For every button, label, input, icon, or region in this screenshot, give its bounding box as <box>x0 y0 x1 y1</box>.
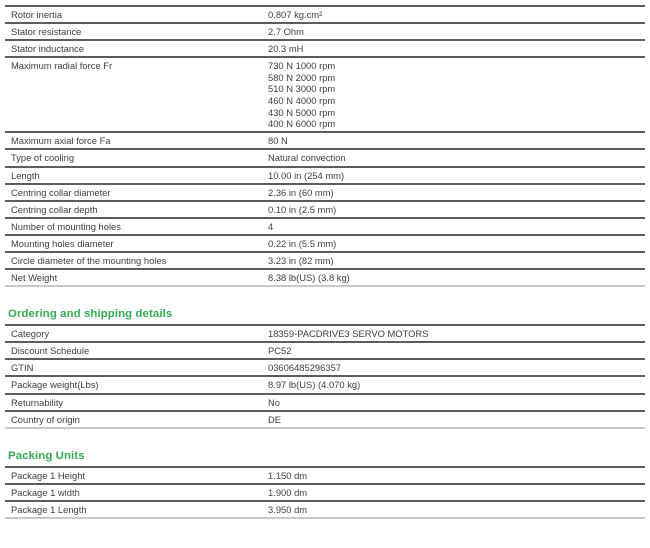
row-value <box>268 135 645 147</box>
row-label: Net Weight <box>11 272 58 284</box>
row-value-line: PC52 <box>268 345 292 357</box>
spec-table-ordering-and-shipping-details <box>5 324 645 429</box>
row-label: Stator inductance <box>11 43 84 55</box>
row-value-line: No <box>268 396 280 408</box>
table-row <box>5 466 645 483</box>
section-specifications <box>5 5 645 287</box>
row-value <box>268 9 645 21</box>
table-row <box>5 234 645 251</box>
table-row <box>5 183 645 200</box>
row-label: Maximum axial force Fa <box>11 135 111 147</box>
row-value-line: 18359-PACDRIVE3 SERVO MOTORS <box>268 328 429 340</box>
table-row <box>5 393 645 410</box>
row-value <box>268 152 645 164</box>
table-row <box>5 341 645 358</box>
row-value-line: 2.36 in (60 mm) <box>268 186 334 198</box>
table-row <box>5 358 645 375</box>
row-value-line: 2.7 Ohm <box>268 26 304 38</box>
section-title-packing-units: Packing Units <box>8 449 85 462</box>
table-row <box>5 39 645 56</box>
table-row <box>5 217 645 234</box>
row-value-line: 430 N 5000 rpm <box>268 106 336 118</box>
row-label: Maximum radial force Fr <box>11 60 113 72</box>
row-value <box>268 170 645 182</box>
row-label: Package 1 Height <box>11 469 86 481</box>
row-value-line: 8.97 lb(US) (4.070 kg) <box>268 379 361 391</box>
row-value-line: 03606485296357 <box>268 362 341 374</box>
row-label: Number of mounting holes <box>11 220 121 232</box>
section-packing-units <box>5 450 645 519</box>
row-value <box>268 414 645 426</box>
table-row <box>5 200 645 217</box>
row-label: Circle diameter of the mounting holes <box>11 255 167 266</box>
row-label: Mounting holes diameter <box>11 237 114 249</box>
table-row <box>5 410 645 427</box>
row-value-line: 0.807 kg.cm² <box>268 9 323 20</box>
row-value <box>268 272 645 284</box>
row-value <box>268 43 645 55</box>
row-label: Length <box>11 169 40 181</box>
row-value-line: 1.900 dm <box>268 486 308 498</box>
row-value <box>268 345 645 357</box>
row-label: Centring collar depth <box>11 203 98 215</box>
row-value-line: 20.3 mH <box>268 43 304 55</box>
row-value <box>268 504 645 516</box>
row-value <box>268 221 645 233</box>
row-label: Package weight(Lbs) <box>11 379 99 391</box>
row-value-line: 4 <box>268 220 274 232</box>
spec-sections-container <box>5 5 645 519</box>
table-row <box>5 166 645 183</box>
row-value-line: 460 N 4000 rpm <box>268 95 336 107</box>
row-label: GTIN <box>11 362 34 374</box>
row-label: Type of cooling <box>11 152 75 164</box>
row-value-line: 1.150 dm <box>268 469 308 481</box>
row-value <box>268 379 645 391</box>
row-value-line: Natural convection <box>268 152 346 164</box>
row-value <box>268 255 645 267</box>
table-row <box>5 268 645 285</box>
table-row <box>5 375 645 392</box>
table-row <box>5 251 645 268</box>
row-value <box>268 187 645 199</box>
row-label: Package 1 Length <box>11 503 87 515</box>
row-label: Category <box>11 328 50 340</box>
row-label: Country of origin <box>11 413 80 425</box>
row-label: Stator resistance <box>11 26 82 38</box>
table-row <box>5 5 645 22</box>
row-value <box>268 362 645 374</box>
table-row <box>5 483 645 500</box>
table-row <box>5 148 645 165</box>
row-value-line: 400 N 6000 rpm <box>268 118 336 130</box>
table-row <box>5 131 645 148</box>
row-value-line: 730 N 1000 rpm <box>268 60 336 72</box>
row-label: Rotor inertia <box>11 9 63 20</box>
spec-table-packing-units <box>5 466 645 519</box>
table-row <box>5 324 645 341</box>
row-value <box>268 204 645 216</box>
table-row <box>5 22 645 39</box>
row-value-line: 510 N 3000 rpm <box>268 83 336 95</box>
row-value <box>268 238 645 250</box>
row-value-line: 10.00 in (254 mm) <box>268 169 345 181</box>
row-value-line: 80 N <box>268 135 288 147</box>
row-value-line: DE <box>268 413 282 425</box>
row-value <box>268 487 645 499</box>
row-value <box>268 328 645 340</box>
section-ordering-and-shipping-details <box>5 308 645 429</box>
row-value-line: 3.23 in (82 mm) <box>268 255 334 266</box>
row-value <box>268 60 645 130</box>
row-value-line: 3.950 dm <box>268 503 308 515</box>
row-value <box>268 26 645 38</box>
spec-table-specifications <box>5 5 645 287</box>
row-label: Centring collar diameter <box>11 186 111 198</box>
row-value-line: 580 N 2000 rpm <box>268 71 336 83</box>
row-value-line: 8.38 lb(US) (3.8 kg) <box>268 272 350 284</box>
row-label: Package 1 width <box>11 486 80 498</box>
section-title-ordering-and-shipping-details: Ordering and shipping details <box>8 308 173 321</box>
row-label: Returnability <box>11 396 64 408</box>
row-value-line: 0.22 in (5.5 mm) <box>268 237 337 249</box>
table-row <box>5 56 645 131</box>
row-value-line: 0.10 in (2.5 mm) <box>268 203 337 215</box>
row-value <box>268 397 645 409</box>
row-value <box>268 470 645 482</box>
table-row <box>5 500 645 517</box>
row-label: Discount Schedule <box>11 345 90 357</box>
